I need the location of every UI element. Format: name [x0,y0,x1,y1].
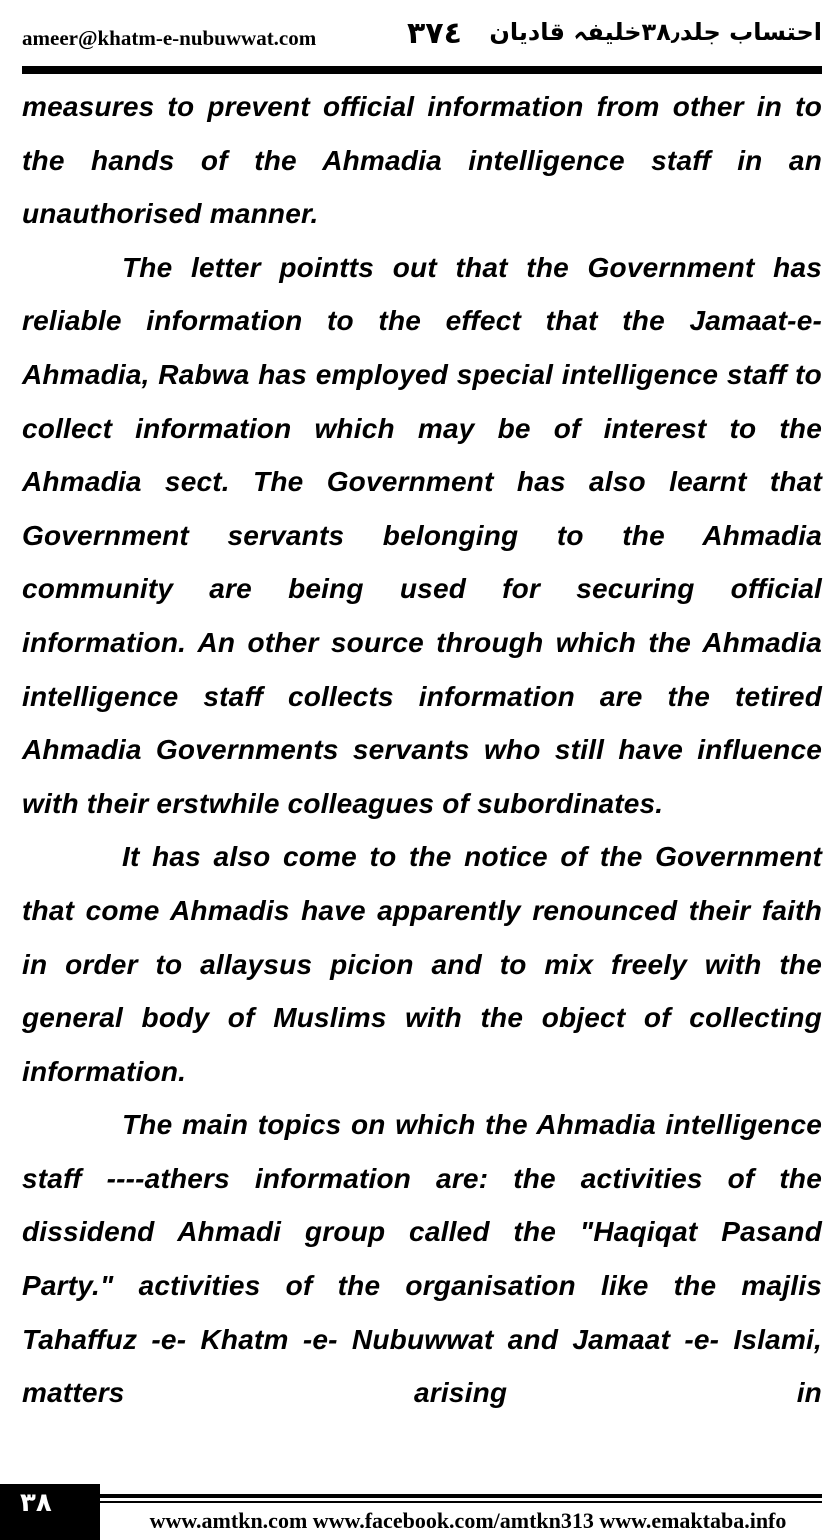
header-page-number: ٣٧٤ [407,16,462,51]
footer-divider [22,1494,822,1498]
footer-volume-badge [0,1484,100,1540]
header-divider [22,66,822,74]
page-footer [22,1482,822,1540]
paragraph: measures to prevent official information from other in to the hands of the Ahmadia intelligence staff in an unauthorised manner. [22,91,822,230]
footer-divider-thin [22,1501,822,1503]
page-header [22,16,822,60]
footer-links: www.amtkn.com www.facebook.com/amtkn313 www.emaktaba.info [149,1508,787,1533]
footer-volume-number: ۳۸ [20,1488,52,1518]
document-body [22,80,822,1420]
paragraph: The main topics on which the Ahmadia intelligence staff ----athers information are: the activities of the dissidend Ahmadi group called the "Haqiqat Pasand Party." activities of the organisation like the majlis Tahaffuz -e- Khatm -e- Nubuwwat and Jamaat -e- Islami, matters arising in [22,1109,822,1409]
header-urdu-title: احتساب جلد۳۸٫خلیفہ قادیان [489,18,822,46]
header-email: ameer@khatm-e-nubuwwat.com [22,26,317,50]
paragraph: The letter pointts out that the Government has reliable information to the effect that the Jamaat-e- Ahmadia, Rabwa has employed special intelligence staff to collect information which may be of interest to the Ahmadia sect. The Government has also learnt that Government servants belonging to the Ahmadia community are being used for securing official information. An other source through which the Ahmadia intelligence staff collects information are the tetired Ahmadia Governments servants who still have influence with their erstwhile colleagues of subordinates. [22,251,822,819]
paragraph: It has also come to the notice of the Government that come Ahmadis have apparently renounced their faith in order to allaysus picion and to mix freely with the general body of Muslims with the object of collecting information. [22,841,822,1087]
